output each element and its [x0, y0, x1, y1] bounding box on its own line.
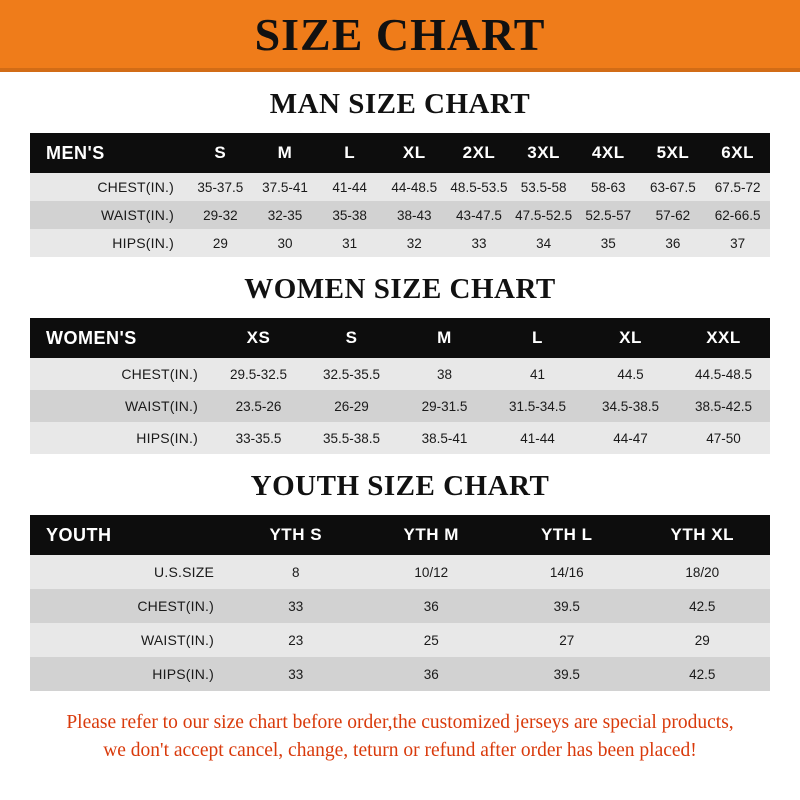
women-col-header: L — [491, 318, 584, 358]
cell: 36 — [364, 589, 500, 623]
row-label: HIPS(IN.) — [30, 422, 212, 454]
men-col-header: 4XL — [576, 133, 641, 173]
cell: 33-35.5 — [212, 422, 305, 454]
cell: 36 — [364, 657, 500, 691]
table-row — [30, 555, 770, 589]
women-size-table — [30, 318, 770, 454]
women-col-header: XS — [212, 318, 305, 358]
youth-col-header: YTH S — [228, 515, 364, 555]
cell: 34 — [511, 229, 576, 257]
header-bar — [0, 0, 800, 72]
table-row — [30, 173, 770, 201]
cell: 18/20 — [635, 555, 771, 589]
cell: 41 — [491, 358, 584, 390]
cell: 63-67.5 — [641, 173, 706, 201]
cell: 14/16 — [499, 555, 635, 589]
cell: 48.5-53.5 — [447, 173, 512, 201]
cell: 41-44 — [317, 173, 382, 201]
men-col-header: 5XL — [641, 133, 706, 173]
cell: 37.5-41 — [253, 173, 318, 201]
row-label: CHEST(IN.) — [30, 589, 228, 623]
cell: 53.5-58 — [511, 173, 576, 201]
men-col-header: S — [188, 133, 253, 173]
section-women — [0, 273, 800, 454]
section-title-men: MAN SIZE CHART — [269, 88, 531, 120]
section-title-women: WOMEN SIZE CHART — [244, 273, 556, 305]
table-row — [30, 201, 770, 229]
table-header-row — [30, 515, 770, 555]
row-label: CHEST(IN.) — [30, 358, 212, 390]
men-col-header: 6XL — [705, 133, 770, 173]
cell: 67.5-72 — [705, 173, 770, 201]
cell: 39.5 — [499, 657, 635, 691]
cell: 47.5-52.5 — [511, 201, 576, 229]
cell: 57-62 — [641, 201, 706, 229]
cell: 52.5-57 — [576, 201, 641, 229]
men-size-table — [30, 133, 770, 257]
table-row — [30, 657, 770, 691]
cell: 27 — [499, 623, 635, 657]
page-title: SIZE CHART — [254, 9, 546, 60]
youth-col-header: YTH M — [364, 515, 500, 555]
row-label: WAIST(IN.) — [30, 623, 228, 657]
cell: 36 — [641, 229, 706, 257]
cell: 31.5-34.5 — [491, 390, 584, 422]
men-col-header: M — [253, 133, 318, 173]
row-label: CHEST(IN.) — [30, 173, 188, 201]
cell: 29-32 — [188, 201, 253, 229]
cell: 31 — [317, 229, 382, 257]
table-header-row — [30, 318, 770, 358]
cell: 38.5-41 — [398, 422, 491, 454]
women-header-label: WOMEN'S — [30, 318, 212, 358]
footer-disclaimer — [0, 709, 800, 766]
cell: 29 — [635, 623, 771, 657]
row-label: HIPS(IN.) — [30, 229, 188, 257]
cell: 38 — [398, 358, 491, 390]
women-col-header: XXL — [677, 318, 770, 358]
men-header-label: MEN'S — [30, 133, 188, 173]
cell: 34.5-38.5 — [584, 390, 677, 422]
section-youth — [0, 470, 800, 691]
cell: 26-29 — [305, 390, 398, 422]
cell: 35.5-38.5 — [305, 422, 398, 454]
cell: 42.5 — [635, 589, 771, 623]
footer-line-1: Please refer to our size chart before order,the customized jerseys are special products, — [66, 712, 734, 733]
cell: 32.5-35.5 — [305, 358, 398, 390]
cell: 8 — [228, 555, 364, 589]
cell: 35-37.5 — [188, 173, 253, 201]
women-col-header: XL — [584, 318, 677, 358]
cell: 44.5-48.5 — [677, 358, 770, 390]
cell: 62-66.5 — [705, 201, 770, 229]
cell: 23.5-26 — [212, 390, 305, 422]
section-men — [0, 88, 800, 257]
cell: 29 — [188, 229, 253, 257]
youth-col-header: YTH L — [499, 515, 635, 555]
cell: 23 — [228, 623, 364, 657]
row-label: HIPS(IN.) — [30, 657, 228, 691]
section-title-youth: YOUTH SIZE CHART — [250, 470, 550, 502]
cell: 47-50 — [677, 422, 770, 454]
table-header-row — [30, 133, 770, 173]
cell: 32-35 — [253, 201, 318, 229]
women-col-header: M — [398, 318, 491, 358]
women-col-header: S — [305, 318, 398, 358]
cell: 37 — [705, 229, 770, 257]
cell: 44-48.5 — [382, 173, 447, 201]
cell: 44.5 — [584, 358, 677, 390]
cell: 35 — [576, 229, 641, 257]
row-label: U.S.SIZE — [30, 555, 228, 589]
table-row — [30, 229, 770, 257]
cell: 58-63 — [576, 173, 641, 201]
cell: 29-31.5 — [398, 390, 491, 422]
row-label: WAIST(IN.) — [30, 390, 212, 422]
cell: 33 — [228, 589, 364, 623]
cell: 43-47.5 — [447, 201, 512, 229]
youth-header-label: YOUTH — [30, 515, 228, 555]
table-row — [30, 390, 770, 422]
table-row — [30, 623, 770, 657]
cell: 42.5 — [635, 657, 771, 691]
cell: 10/12 — [364, 555, 500, 589]
cell: 25 — [364, 623, 500, 657]
footer-line-2: we don't accept cancel, change, teturn or refund after order has been placed! — [103, 740, 697, 762]
men-col-header: 2XL — [447, 133, 512, 173]
men-col-header: 3XL — [511, 133, 576, 173]
cell: 30 — [253, 229, 318, 257]
cell: 39.5 — [499, 589, 635, 623]
cell: 38.5-42.5 — [677, 390, 770, 422]
row-label: WAIST(IN.) — [30, 201, 188, 229]
men-col-header: XL — [382, 133, 447, 173]
cell: 32 — [382, 229, 447, 257]
cell: 38-43 — [382, 201, 447, 229]
table-row — [30, 589, 770, 623]
cell: 35-38 — [317, 201, 382, 229]
cell: 33 — [228, 657, 364, 691]
men-col-header: L — [317, 133, 382, 173]
youth-size-table — [30, 515, 770, 691]
table-row — [30, 358, 770, 390]
cell: 29.5-32.5 — [212, 358, 305, 390]
cell: 44-47 — [584, 422, 677, 454]
cell: 41-44 — [491, 422, 584, 454]
youth-col-header: YTH XL — [635, 515, 771, 555]
table-row — [30, 422, 770, 454]
cell: 33 — [447, 229, 512, 257]
